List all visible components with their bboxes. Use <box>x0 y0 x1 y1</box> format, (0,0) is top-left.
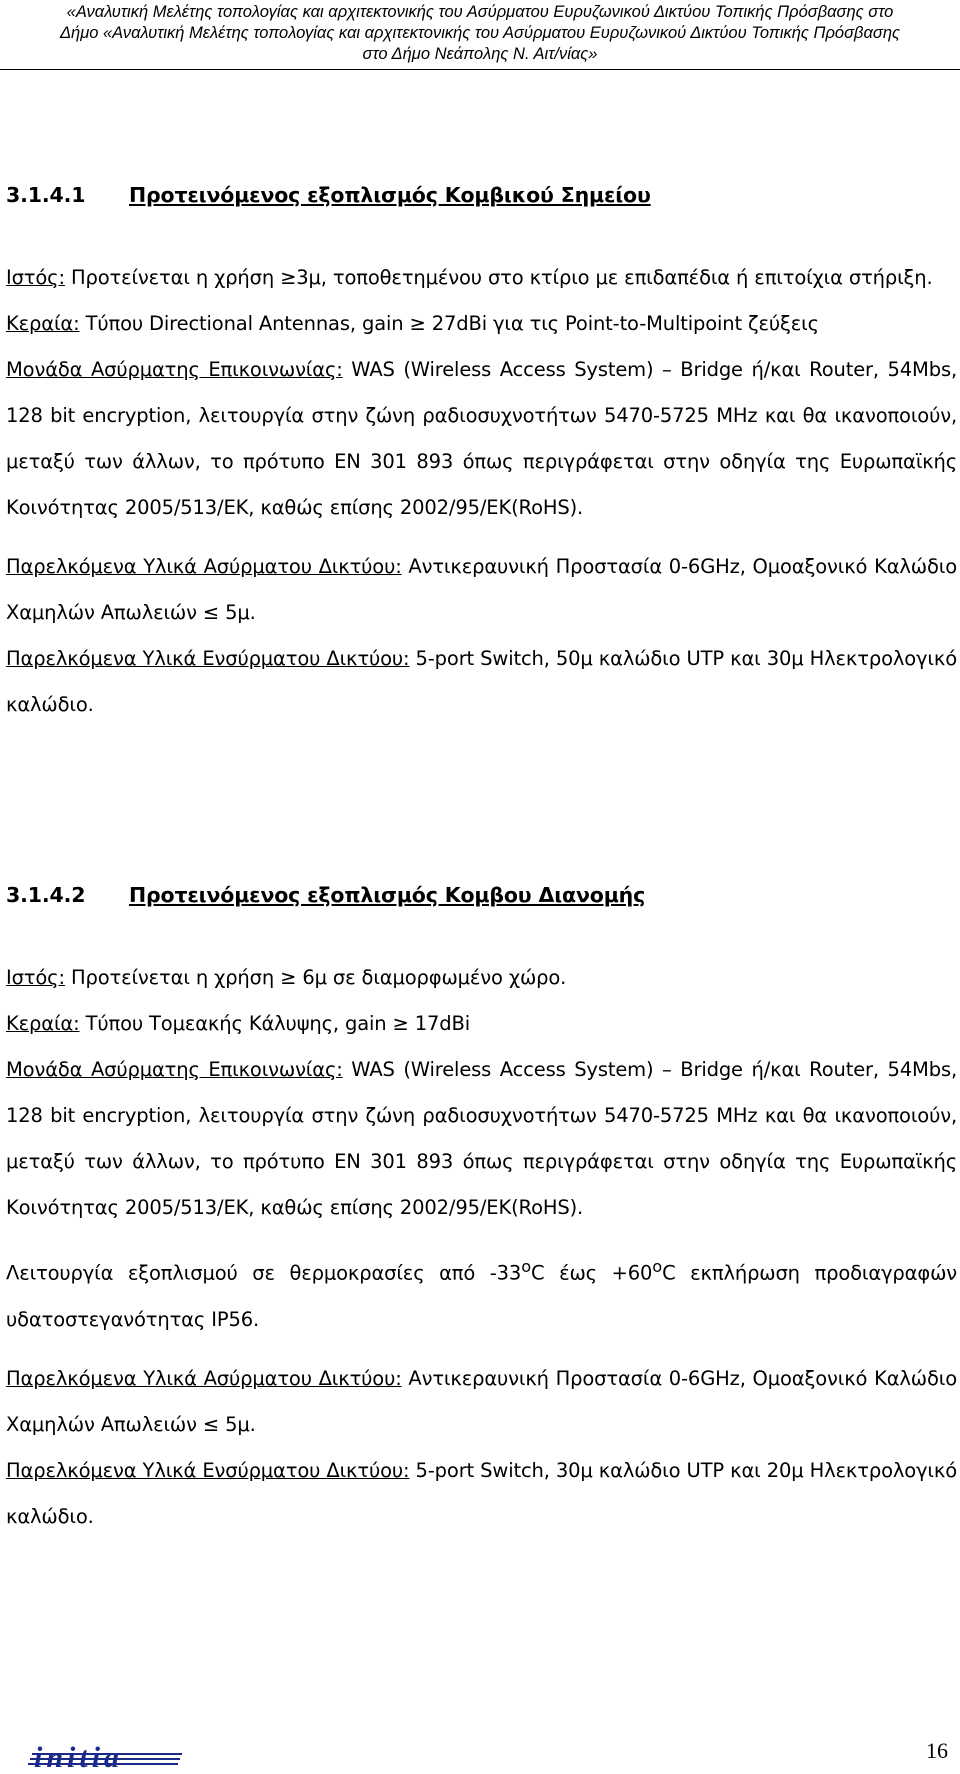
antenna-text: Τύπου Directional Antennas, gain ≥ 27dBi για τις Point-to-Multipoint ζεύξεις <box>79 312 819 335</box>
section-1 <box>6 172 957 728</box>
degree-sign: ο <box>652 1257 663 1276</box>
temperature-text-c: C εκπλήρωση προδιαγραφών υδατοστεγανότητας IP56. <box>6 1261 957 1331</box>
page-header <box>0 0 960 70</box>
antenna-text: Τύπου Τομεακής Κάλυψης, gain ≥ 17dBi <box>79 1012 471 1035</box>
initia-logo-graphic <box>28 1744 188 1770</box>
wired-text: 5-port Switch, 50μ καλώδιο UTP και 30μ Ηλεκτρολογικό καλώδιο. <box>6 647 957 716</box>
antenna-label: Κεραία: <box>6 312 80 335</box>
temperature-text-a: Λειτουργία εξοπλισμού σε θερμοκρασίες από -33 <box>6 1261 522 1285</box>
wireless-label: Παρελκόμενα Υλικά Ασύρματου Δικτύου: <box>6 555 402 578</box>
unit-label: Μονάδα Ασύρματης Επικοινωνίας: <box>6 1058 343 1081</box>
unit-paragraph <box>6 1047 957 1231</box>
wired-paragraph <box>6 1448 957 1540</box>
wired-text: 5-port Switch, 30μ καλώδιο UTP και 20μ Ηλεκτρολογικό καλώδιο. <box>6 1458 957 1528</box>
header-line: «Αναλυτική Μελέτης τοπολογίας και αρχιτεκτονικής του Ασύρματου Ευρυζωνικού Δικτύου Τοπικής Πρόσβασης στο <box>66 3 894 21</box>
header-line: στο Δήμο Νεάπολης Ν. Αιτ/νίας» <box>362 45 598 63</box>
wireless-paragraph <box>6 1356 957 1448</box>
wireless-paragraph <box>6 544 957 636</box>
section-title: Προτεινόμενος εξοπλισμός Κομβικού Σημείου <box>129 183 651 207</box>
mast-paragraph <box>6 955 957 1001</box>
unit-text: WAS (Wireless Access System) – Bridge ή/και Router, 54Mbs, 128 bit encryption, λειτουργία στην ζώνη ραδιοσυχνοτήτων 5470-5725 MHz και θα ικανοποιούν, μεταξύ των άλλων, το πρότυπο ΕΝ 301 893 όπως περιγράφεται στην οδηγία της Ευρωπαϊκής Κοινότητας 2005/513/ΕΚ, καθώς επίσης 2002/95/ΕΚ(RoHS). <box>6 358 958 519</box>
antenna-label: Κεραία: <box>6 1012 80 1035</box>
section-heading <box>6 872 957 918</box>
temperature-text-b: C έως +60 <box>531 1261 653 1285</box>
unit-paragraph <box>6 347 957 531</box>
wired-label: Παρελκόμενα Υλικά Ενσύρματου Δικτύου: <box>6 647 410 670</box>
wireless-text: Αντικεραυνική Προστασία 0-6GHz, Ομοαξονικό Καλώδιο Χαμηλών Απωλειών ≤ 5μ. <box>6 1366 957 1436</box>
page-number: 16 <box>926 1738 948 1763</box>
header-line: Δήμο «Αναλυτική Μελέτης τοπολογίας και αρχιτεκτονικής του Ασύρματου Ευρυζωνικού Δικτύου Τοπικής Πρόσβασης <box>59 24 901 42</box>
unit-text: WAS (Wireless Access System) – Bridge ή/και Router, 54Mbs, 128 bit encryption, λειτουργία στην ζώνη ραδιοσυχνοτήτων 5470-5725 MHz και θα ικανοποιούν, μεταξύ των άλλων, το πρότυπο ΕΝ 301 893 όπως περιγράφεται στην οδηγία της Ευρωπαϊκής Κοινότητας 2005/513/ΕΚ, καθώς επίσης 2002/95/ΕΚ(RoHS). <box>6 1058 958 1219</box>
antenna-paragraph <box>6 1001 957 1047</box>
section-number: 3.1.4.2 <box>6 883 86 907</box>
section-number: 3.1.4.1 <box>6 183 86 207</box>
mast-label: Ιστός: <box>6 266 65 289</box>
mast-text: Προτείνεται η χρήση ≥3μ, τοποθετημένου στο κτίριο με επιδαπέδια ή επιτοίχια στήριξη. <box>64 266 933 289</box>
wired-paragraph <box>6 636 957 728</box>
temperature-paragraph <box>6 1244 957 1343</box>
degree-sign: ο <box>521 1257 531 1276</box>
antenna-paragraph <box>6 301 957 347</box>
wireless-text: Αντικεραυνική Προστασία 0-6GHz, Ομοαξονικό Καλώδιο Χαμηλών Απωλειών ≤ 5μ. <box>6 555 957 624</box>
section-2 <box>6 872 957 1540</box>
mast-label: Ιστός: <box>6 966 65 989</box>
wired-label: Παρελκόμενα Υλικά Ενσύρματου Δικτύου: <box>6 1458 410 1482</box>
logo-text: initia <box>34 1744 124 1770</box>
wireless-label: Παρελκόμενα Υλικά Ασύρματου Δικτύου: <box>6 1366 402 1390</box>
unit-label: Μονάδα Ασύρματης Επικοινωνίας: <box>6 358 343 381</box>
mast-paragraph <box>6 255 957 301</box>
section-title: Προτεινόμενος εξοπλισμός Κομβου Διανομής <box>129 883 646 907</box>
mast-text: Προτείνεται η χρήση ≥ 6μ σε διαμορφωμένο χώρο. <box>64 966 567 989</box>
initia-logo <box>28 1744 188 1774</box>
section-heading <box>6 172 957 218</box>
